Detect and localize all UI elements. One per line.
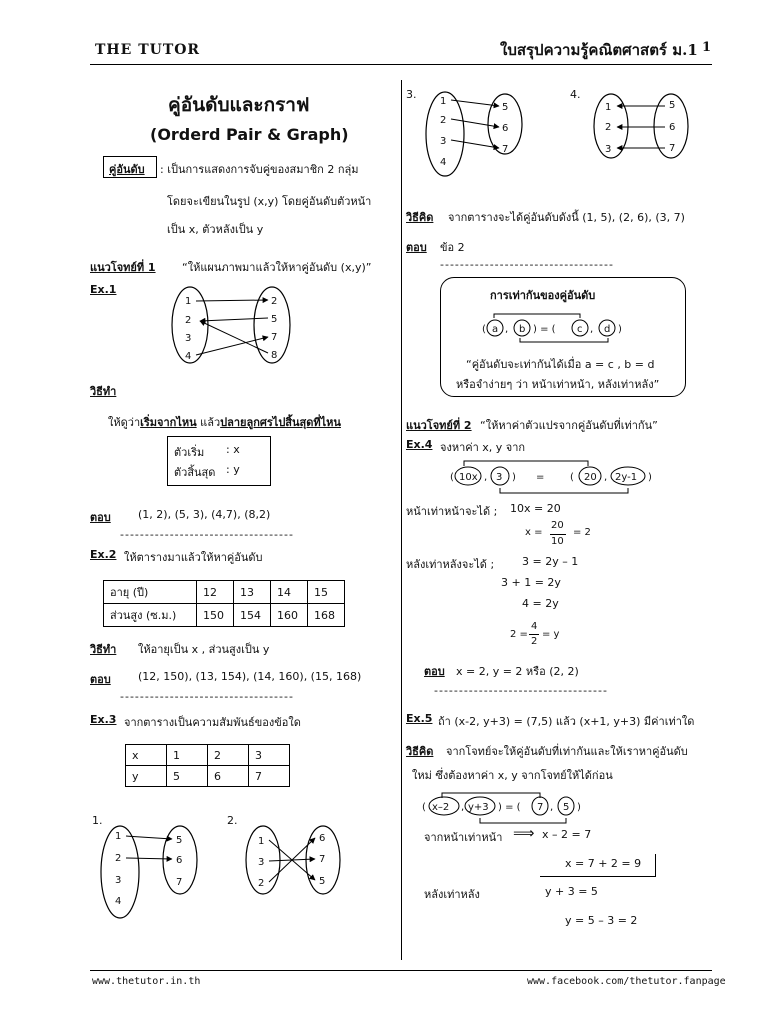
svg-text:,: ,: [550, 802, 554, 813]
solution-label: วิธีคิด: [406, 211, 434, 224]
svg-text:,: ,: [604, 472, 608, 483]
svg-text:(: (: [450, 472, 454, 483]
opt4-left-3: 3: [605, 144, 612, 155]
x-result: = 2: [573, 527, 591, 538]
opt4-right-2: 6: [669, 122, 676, 133]
y-frac-den: 2: [531, 636, 538, 647]
ex4-bracket-back: [500, 488, 628, 493]
pattern1-label: แนวโจทย์ที่ 1: [90, 261, 156, 274]
opt1-right-1: 5: [176, 835, 183, 846]
ex1-right-3: 7: [271, 332, 278, 343]
ex5-solution-line-1: จากโจทย์จะให้คู่อันดับที่เท่ากันและให้เราหาคู่อันดับ: [446, 745, 688, 758]
ex5-c: 7: [537, 802, 544, 813]
ex1-answer: (1, 2), (5, 3), (4,7), (8,2): [138, 508, 271, 521]
option-2-label: 2.: [227, 814, 238, 827]
option-1-diagram: [100, 822, 210, 922]
ex4-back-eq-2: 3 + 1 = 2y: [501, 576, 561, 589]
column-divider: [401, 80, 402, 960]
ex2-method: ให้อายุเป็น x , ส่วนสูงเป็น y: [138, 643, 270, 656]
opt4-right-1: 5: [669, 100, 676, 111]
table-cell: อายุ (ปี): [104, 581, 197, 604]
bracket-front: [494, 314, 580, 318]
ex4-a: 10x: [459, 472, 478, 483]
opt1-right-3: 7: [176, 877, 183, 888]
svg-text:(: (: [570, 472, 574, 483]
opt4-left-2: 2: [605, 122, 612, 133]
opt1-left-1: 1: [115, 831, 122, 842]
svg-text:): ): [577, 802, 581, 813]
ex4-formula: [448, 458, 668, 494]
table-cell: 168: [308, 604, 345, 627]
table-cell: 160: [271, 604, 308, 627]
ex4-back-label: หลังเท่าหลังจะได้ ;: [406, 558, 495, 571]
svg-text:,: ,: [590, 324, 594, 335]
y-frac-bar: [529, 634, 539, 635]
ex5-solution-line-2: ใหม่ ซึ่งต้องหาค่า x, y จากโจทย์ให้ได้ก่อน: [412, 769, 613, 782]
ex5-back-label: หลังเท่าหลัง: [424, 888, 480, 901]
ex4-b: 3: [496, 472, 503, 483]
ex3-answer-label: ตอบ: [406, 241, 427, 254]
solution-text: จากตารางจะได้คู่อันดับดังนี้ (1, 5), (2, 6), (3, 7): [448, 211, 685, 224]
pair-equality-line-1: “คู่อันดับจะเท่ากันได้เมื่อ a = c , b = d: [466, 358, 655, 371]
ex2-answer-label: ตอบ: [90, 673, 111, 686]
ex4-text: จงหาค่า x, y จาก: [440, 441, 526, 454]
ex1-left-2: 2: [185, 315, 192, 326]
ex1-label: Ex.1: [90, 283, 117, 296]
ex2-table: [103, 580, 345, 627]
end-label: ตัวสิ้นสุด: [174, 466, 216, 479]
footer-divider: [90, 970, 712, 971]
opt2-right-3: 5: [319, 876, 326, 887]
ex4-c: 20: [584, 472, 597, 483]
pattern2-text: “ให้หาค่าตัวแปรจากคู่อันดับที่เท่ากัน”: [480, 419, 658, 432]
pattern2-label: แนวโจทย์ที่ 2: [406, 419, 472, 432]
divider-dashes-2: -----------------------------------: [120, 690, 294, 703]
opt2-right-2: 7: [319, 854, 326, 865]
def-line-1: : เป็นการแสดงการจับคู่ของสมาชิก 2 กลุ่ม: [160, 163, 359, 176]
opt3-left-1: 1: [440, 96, 447, 107]
svg-text:,: ,: [461, 802, 465, 813]
opt1-left-2: 2: [115, 853, 122, 864]
ex5-front-label: จากหน้าเท่าหน้า: [424, 831, 503, 844]
ex4-d: 2y-1: [615, 472, 638, 483]
ex2-method-label: วิธีทำ: [90, 643, 117, 656]
table-cell: 3: [249, 745, 290, 766]
pattern1-text: “ให้แผนภาพมาแล้วให้หาคู่อันดับ (x,y)”: [182, 261, 372, 274]
ex5-separator-line: [540, 876, 656, 877]
opt2-left-3: 2: [258, 878, 265, 889]
opt1-arrow-2: [126, 858, 172, 859]
table-cell: 5: [167, 766, 208, 787]
opt4-left-1: 1: [605, 102, 612, 113]
ex1-answer-label: ตอบ: [90, 511, 111, 524]
start-label: ตัวเริ่ม: [174, 446, 205, 459]
opt2-right-1: 6: [319, 833, 326, 844]
eq-b: b: [519, 324, 526, 335]
ex1-left-3: 3: [185, 333, 192, 344]
table-cell: 150: [197, 604, 234, 627]
ex5-bracket-front: [442, 793, 540, 798]
page-title: คู่อันดับและกราฟ: [168, 94, 310, 116]
ex5-text: ถ้า (x-2, y+3) = (7,5) แล้ว (x+1, y+3) มีค่าเท่าใด: [438, 715, 695, 728]
ex3-answer: ข้อ 2: [440, 241, 465, 254]
table-cell: x: [126, 745, 167, 766]
ex5-x-eq-2: x = 7 + 2 = 9: [565, 857, 642, 870]
footer-right[interactable]: www.facebook.com/thetutor.fanpage: [527, 976, 726, 987]
implies-arrow-icon: ⟹: [513, 824, 535, 842]
method-part-3: แล้ว: [196, 416, 221, 429]
pair-equality-formula: [480, 312, 630, 342]
pair-equality-title: การเท่ากันของคู่อันดับ: [490, 289, 596, 302]
svg-text:) = (: ) = (: [498, 802, 521, 813]
ex1-arrow-1-2: [196, 300, 268, 301]
ex4-label: Ex.4: [406, 438, 433, 451]
x-frac-den: 10: [551, 536, 564, 547]
table-cell: 12: [197, 581, 234, 604]
ex1-left-4: 4: [185, 351, 192, 362]
option-1-label: 1.: [92, 814, 103, 827]
opt2-left-1: 1: [258, 836, 265, 847]
opt1-left-3: 3: [115, 875, 122, 886]
ex4-answer-label: ตอบ: [424, 665, 445, 678]
svg-text:,: ,: [505, 324, 509, 335]
ex3-label: Ex.3: [90, 713, 117, 726]
header-title: ใบสรุปความรู้คณิตศาสตร์ ม.1: [500, 41, 698, 59]
opt3-right-1: 5: [502, 102, 509, 113]
table-cell: 2: [208, 745, 249, 766]
header-divider: [90, 64, 712, 65]
page-subtitle: (Orderd Pair & Graph): [150, 125, 349, 144]
svg-text:,: ,: [484, 472, 488, 483]
opt1-left-4: 4: [115, 896, 122, 907]
header-brand: THE TUTOR: [95, 42, 201, 58]
opt3-left-3: 3: [440, 136, 447, 147]
method-part-1: ให้ดูว่า: [108, 416, 141, 429]
method-text: [108, 413, 341, 431]
eq-a: a: [492, 324, 499, 335]
bracket-back: [520, 338, 608, 342]
table-cell: 14: [271, 581, 308, 604]
ex2-answer: (12, 150), (13, 154), (14, 160), (15, 168): [138, 670, 362, 683]
opt1-right-2: 6: [176, 855, 183, 866]
svg-text:(: (: [422, 802, 426, 813]
svg-text:) = (: ) = (: [533, 324, 556, 335]
table-cell: 154: [234, 604, 271, 627]
ex5-label: Ex.5: [406, 712, 433, 725]
ex1-arrow-8-2: [200, 321, 268, 353]
ex4-back-eq-1: 3 = 2y – 1: [522, 555, 579, 568]
divider-dashes-4: -----------------------------------: [434, 684, 608, 697]
ex4-answer: x = 2, y = 2 หรือ (2, 2): [456, 665, 579, 678]
opt3-left-4: 4: [440, 157, 447, 168]
ex1-right-1: 2: [271, 296, 278, 307]
svg-text:(: (: [482, 324, 486, 335]
ex5-separator-vertical: [655, 854, 656, 876]
x-frac-bar: [550, 534, 566, 535]
option-2-diagram: [245, 822, 355, 902]
pair-equality-line-2: หรือจำง่ายๆ ว่า หน้าเท่าหน้า, หลังเท่าหลัง”: [456, 378, 660, 391]
svg-text:): ): [512, 472, 516, 483]
end-value: : y: [226, 463, 240, 476]
table-cell: y: [126, 766, 167, 787]
page-number: 1: [702, 40, 712, 55]
eq-c: c: [577, 324, 583, 335]
ex5-y-eq-1: y + 3 = 5: [545, 885, 598, 898]
ex5-a: x–2: [432, 802, 450, 813]
ex5-b: y+3: [468, 802, 489, 813]
option-4-diagram: [593, 92, 703, 167]
ex5-bracket-back: [480, 818, 566, 823]
ex3-table: [125, 744, 290, 787]
method-part-4: ปลายลูกศรไปสิ้นสุดที่ไหน: [220, 416, 341, 429]
table-cell: ส่วนสูง (ซ.ม.): [104, 604, 197, 627]
table-row: [104, 581, 345, 604]
table-cell: 13: [234, 581, 271, 604]
table-cell: 7: [249, 766, 290, 787]
opt4-right-3: 7: [669, 143, 676, 154]
ex5-formula: [420, 790, 590, 824]
table-cell: 6: [208, 766, 249, 787]
ex1-right-4: 8: [271, 350, 278, 361]
ex4-front-equation: 10x = 20: [510, 502, 561, 515]
def-line-2: โดยจะเขียนในรูป (x,y) โดยคู่อันดับตัวหน้า: [167, 195, 372, 208]
x-frac-num: 20: [551, 520, 564, 531]
opt3-right-3: 7: [502, 144, 509, 155]
svg-text:=: =: [536, 472, 545, 483]
ex1-left-1: 1: [185, 296, 192, 307]
ex5-y-eq-2: y = 5 – 3 = 2: [565, 914, 638, 927]
table-cell: 1: [167, 745, 208, 766]
opt2-left-2: 3: [258, 857, 265, 868]
ex3-text: จากตารางเป็นความสัมพันธ์ของข้อใด: [124, 716, 301, 729]
footer-left[interactable]: www.thetutor.in.th: [92, 976, 201, 987]
divider-dashes-1: -----------------------------------: [120, 528, 294, 541]
ex4-bracket-front: [464, 461, 588, 466]
divider-dashes-3: -----------------------------------: [440, 258, 614, 271]
def-term: คู่อันดับ: [109, 163, 145, 176]
table-cell: 15: [308, 581, 345, 604]
svg-text:): ): [618, 324, 622, 335]
ex5-x-eq-1: x – 2 = 7: [542, 828, 592, 841]
table-row: [126, 745, 290, 766]
opt3-right-2: 6: [502, 123, 509, 134]
option-4-label: 4.: [570, 88, 581, 101]
svg-text:): ): [648, 472, 652, 483]
method-label: วิธีทำ: [90, 385, 117, 398]
ex4-back-eq-3: 4 = 2y: [522, 597, 559, 610]
ex4-front-label: หน้าเท่าหน้าจะได้ ;: [406, 505, 498, 518]
option-3-label: 3.: [406, 88, 417, 101]
start-value: : x: [226, 443, 240, 456]
ex2-text: ให้ตารางมาแล้วให้หาคู่อันดับ: [124, 551, 263, 564]
y-frac-num: 4: [531, 621, 538, 632]
def-line-3: เป็น x, ตัวหลังเป็น y: [167, 223, 264, 236]
ex1-right-2: 5: [271, 314, 278, 325]
opt3-left-2: 2: [440, 115, 447, 126]
option-3-diagram: [425, 90, 535, 180]
table-row: [104, 604, 345, 627]
ex5-d: 5: [563, 802, 570, 813]
table-row: [126, 766, 290, 787]
eq-d: d: [604, 324, 611, 335]
ex1-mapping-diagram: [170, 285, 300, 370]
ex5-solution-label: วิธีคิด: [406, 745, 434, 758]
opt3-arrow-2: [451, 119, 499, 127]
ex1-arrow-5-3: [200, 318, 268, 321]
ex2-label: Ex.2: [90, 548, 117, 561]
method-part-2: เริ่มจากไหน: [140, 416, 197, 429]
